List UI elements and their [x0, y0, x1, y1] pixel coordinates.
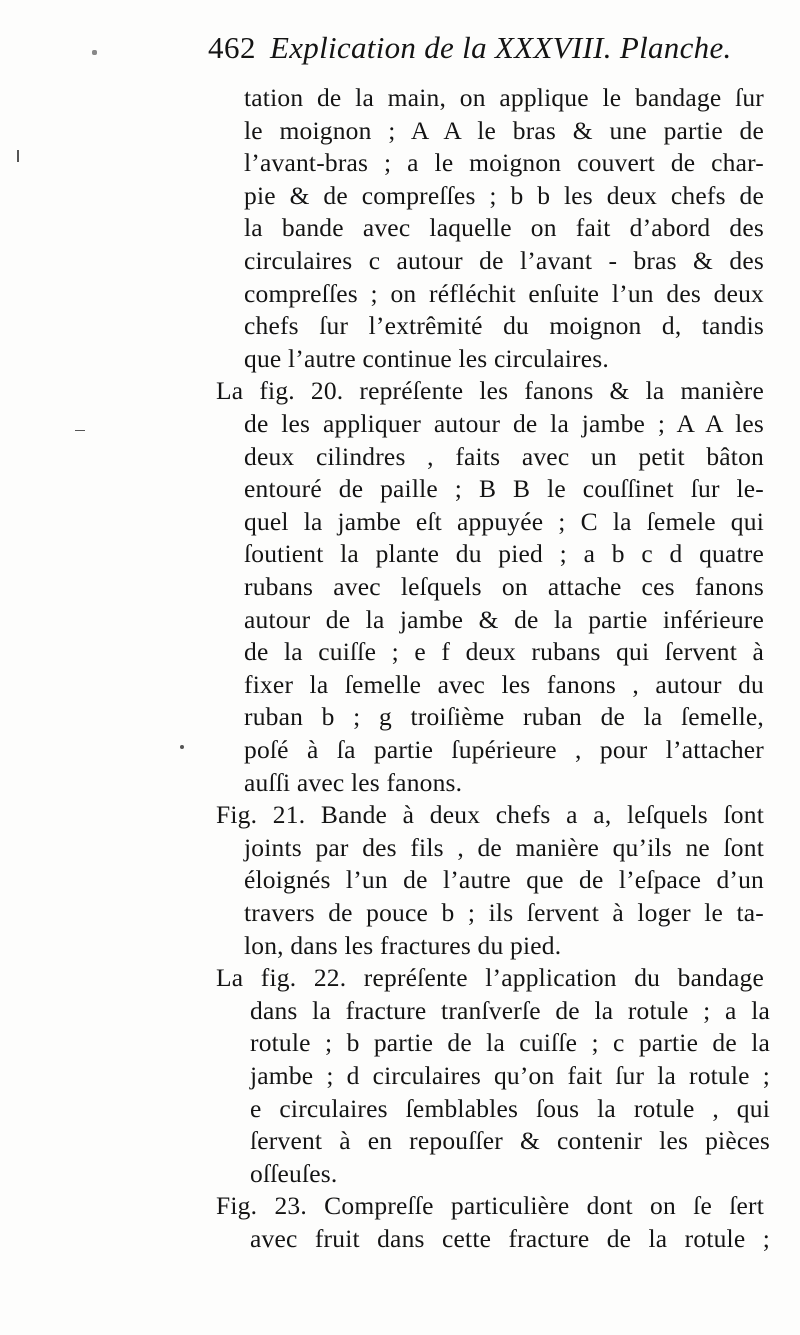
text-line: pie & de compreſſes ; b b les deux chefs de	[244, 180, 764, 210]
text-line: poſé à ſa partie ſupérieure , pour l’attacher	[244, 735, 764, 764]
text-line: joints par des fils , de manière qu’ils ne ſont	[244, 832, 764, 862]
text-line: avec fruit dans cette fracture de la rotule ;	[250, 1224, 770, 1253]
text-line: dans la fracture tranſverſe de la rotule ; a la	[250, 995, 770, 1025]
plate-title: Explication de la XXXVIII. Planche.	[270, 30, 732, 65]
text-line: jambe ; d circulaires qu’on fait ſur la rotule ;	[250, 1061, 770, 1090]
margin-speck	[180, 745, 184, 749]
text-line: circulaires c autour de l’avant - bras & des	[244, 246, 764, 275]
text-line: éloignés l’un de l’autre que de l’eſpace d’un	[244, 865, 764, 895]
text-line: rubans avec leſquels on attache ces fanons	[244, 572, 764, 601]
text-line: de les appliquer autour de la jambe ; A A les	[244, 409, 764, 438]
margin-speck	[17, 150, 19, 162]
text-line: deux cilindres , faits avec un petit bâton	[244, 441, 764, 471]
text-line: ſoutient la plante du pied ; a b c d quatre	[244, 539, 764, 569]
text-line: entouré de paille ; B B le couſſinet ſur le-	[244, 474, 764, 504]
text-line: quel la jambe eſt appuyée ; C la ſemele qui	[244, 506, 764, 536]
text-line: de la cuiſſe ; e f deux rubans qui ſervent à	[244, 637, 764, 667]
text-line: chefs ſur l’extrêmité du moignon d, tandis	[244, 311, 764, 341]
text-line: e circulaires ſemblables ſous la rotule , qui	[250, 1093, 770, 1123]
text-line: que l’autre continue les circulaires.	[244, 343, 609, 373]
text-line: ruban b ; g troiſième ruban de la ſemelle,	[244, 702, 764, 732]
margin-speck	[75, 430, 85, 431]
text-line: compreſſes ; on réfléchit enſuite l’un des deux	[244, 278, 764, 308]
text-line: travers de pouce b ; ils ſervent à loger le ta-	[244, 898, 764, 927]
text-line: ſervent à en repouſſer & contenir les pièces	[250, 1126, 770, 1156]
text-line: la bande avec laquelle on fait d’abord des	[244, 213, 764, 243]
text-line: La fig. 22. repréſente l’application du bandage	[216, 963, 764, 993]
text-line: oſſeuſes.	[250, 1158, 338, 1188]
margin-speck	[92, 50, 97, 55]
text-line: lon, dans les fractures du pied.	[244, 930, 562, 960]
text-line: fixer la ſemelle avec les fanons , autour du	[244, 669, 764, 699]
text-line: autour de la jambe & de la partie inférieure	[244, 604, 764, 634]
page-header	[208, 30, 768, 74]
text-line: rotule ; b partie de la cuiſſe ; c partie de la	[250, 1028, 770, 1058]
text-line: Fig. 21. Bande à deux chefs a a, leſquels ſont	[216, 800, 764, 830]
text-line: auſſi avec les fanons.	[244, 767, 463, 797]
text-line: l’avant-bras ; a le moignon couvert de char-	[244, 148, 764, 178]
text-line: tation de la main, on applique le bandage ſur	[244, 83, 764, 112]
text-line: le moignon ; A A le bras & une partie de	[244, 115, 764, 145]
page-number: 462	[208, 30, 256, 65]
text-line: La fig. 20. repréſente les fanons & la manière	[216, 376, 764, 406]
text-line: Fig. 23. Compreſſe particulière dont on ſe ſert	[216, 1191, 764, 1221]
